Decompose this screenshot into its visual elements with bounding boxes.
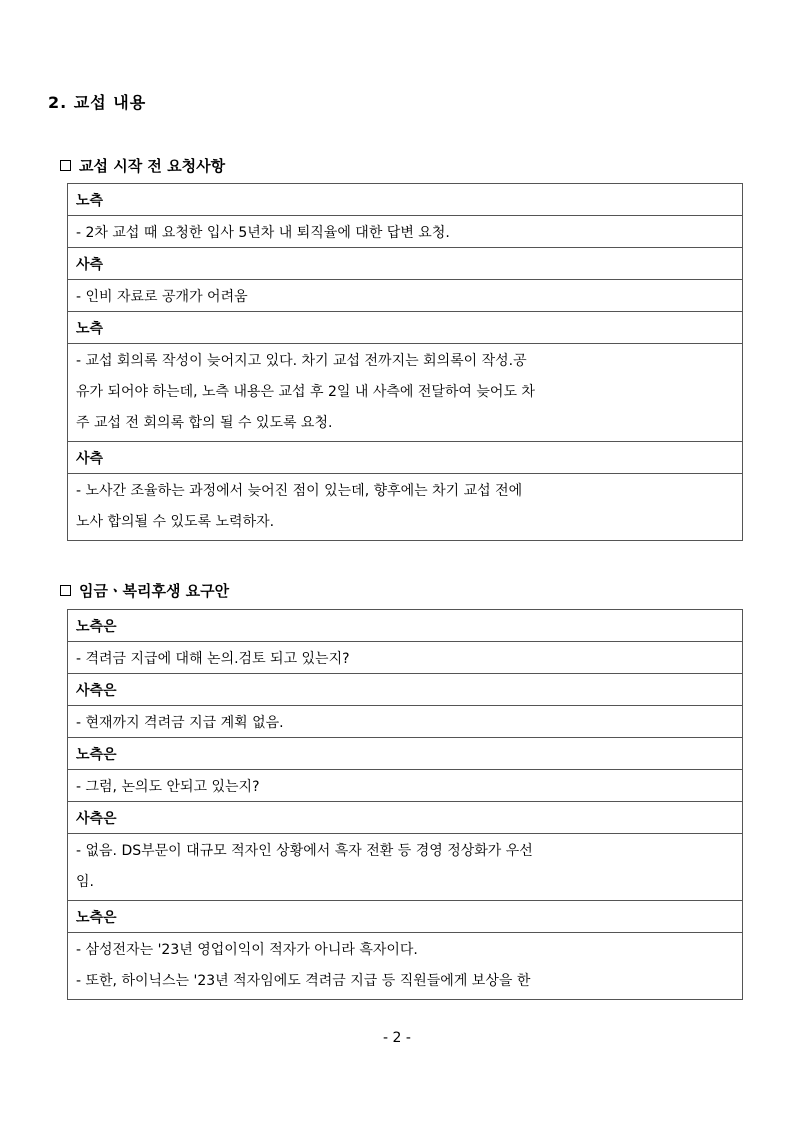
speaker-label: 사측 (68, 248, 743, 280)
wage-welfare-table (67, 609, 743, 1000)
statement-line: - 그럼, 논의도 안되고 있는지? (76, 778, 260, 795)
statement-line: - 없음. DS부문이 대규모 적자인 상황에서 흑자 전환 등 경영 정상화가 우선 (76, 843, 533, 859)
section-title: 2. 교섭 내용 (48, 93, 147, 112)
statement-cell (68, 933, 743, 1000)
speaker-label: 노측은 (68, 610, 743, 642)
speaker-label: 노측은 (68, 738, 743, 770)
checkbox-icon (60, 585, 71, 596)
statement-line: 주 교섭 전 회의록 합의 될 수 있도록 요청. (76, 415, 333, 431)
statement-line: - 인비 자료로 공개가 어려움 (76, 288, 248, 305)
speaker-row (68, 802, 743, 834)
request-table (67, 183, 743, 541)
statement-row (68, 834, 743, 901)
speaker-row (68, 184, 743, 216)
statement-row (68, 933, 743, 1000)
statement-cell (68, 280, 743, 312)
speaker-row (68, 610, 743, 642)
subsection-title-text: 임금ㆍ복리후생 요구안 (79, 582, 230, 600)
statement-cell (68, 474, 743, 541)
statement-row (68, 642, 743, 674)
statement-line: - 교섭 회의록 작성이 늦어지고 있다. 차기 교섭 전까지는 회의록이 작성.공 (76, 353, 527, 369)
subsection-title-1 (60, 155, 225, 176)
statement-line: - 또한, 하이닉스는 '23년 적자임에도 격려금 지급 등 직원들에게 보상을 한 (76, 973, 531, 989)
statement-cell (68, 834, 743, 901)
speaker-row (68, 442, 743, 474)
statement-line: - 삼성전자는 '23년 영업이익이 적자가 아니라 흑자이다. (76, 942, 418, 958)
statement-cell (68, 642, 743, 674)
speaker-label: 노측 (68, 312, 743, 344)
statement-line: - 현재까지 격려금 지급 계획 없음. (76, 714, 284, 731)
speaker-label: 사측은 (68, 674, 743, 706)
statement-row (68, 474, 743, 541)
statement-row (68, 344, 743, 442)
statement-line: 노사 합의될 수 있도록 노력하자. (76, 514, 275, 530)
statement-row (68, 216, 743, 248)
statement-row (68, 770, 743, 802)
statement-cell (68, 216, 743, 248)
speaker-label: 사측은 (68, 802, 743, 834)
statement-line: - 2차 교섭 때 요청한 입사 5년차 내 퇴직율에 대한 답변 요청. (76, 224, 450, 241)
page-number: - 2 - (383, 1030, 411, 1046)
speaker-row (68, 312, 743, 344)
statement-line: - 노사간 조율하는 과정에서 늦어진 점이 있는데, 향후에는 차기 교섭 전에 (76, 483, 523, 499)
statement-line: 임. (76, 874, 94, 890)
speaker-row (68, 738, 743, 770)
checkbox-icon (60, 160, 71, 171)
subsection-title-2 (60, 580, 229, 601)
subsection-title-text: 교섭 시작 전 요청사항 (79, 157, 226, 175)
speaker-label: 사측 (68, 442, 743, 474)
statement-line: - 격려금 지급에 대해 논의.검토 되고 있는지? (76, 650, 350, 667)
speaker-label: 노측 (68, 184, 743, 216)
statement-row (68, 706, 743, 738)
speaker-row (68, 674, 743, 706)
statement-cell (68, 706, 743, 738)
speaker-row (68, 901, 743, 933)
statement-cell (68, 770, 743, 802)
speaker-label: 노측은 (68, 901, 743, 933)
statement-line: 유가 되어야 하는데, 노측 내용은 교섭 후 2일 내 사측에 전달하여 늦어도 차 (76, 384, 535, 400)
statement-cell (68, 344, 743, 442)
speaker-row (68, 248, 743, 280)
statement-row (68, 280, 743, 312)
